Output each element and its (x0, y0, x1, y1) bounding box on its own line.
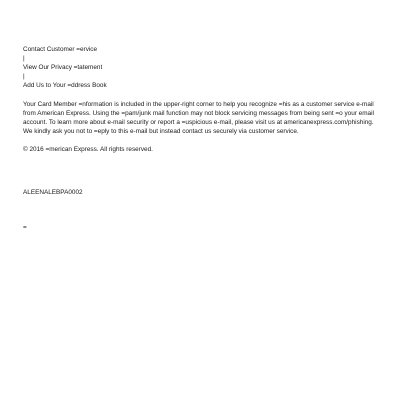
privacy-statement-link[interactable]: View Our Privacy =tatement (23, 64, 103, 71)
email-footer (23, 45, 383, 154)
tracking-code: ALEENALEBPA0002 (23, 189, 83, 196)
trailing-mark: = (23, 224, 27, 231)
link-separator: | (23, 73, 25, 80)
copyright-text: © 2016 =merican Express. All rights reserved. (23, 146, 153, 153)
security-notice (23, 100, 383, 136)
security-notice-text: Your Card Member =nformation is included in the upper-right corner to help you recognize =his as a customer service e-mail from American Express. Using the =pam/junk mail function may not block servicing messages from being sent =o your email account. To learn more about e-mail security or report a =uspicious e-mail, please visit us at americanexpress.com/phishing. We kindly ask you not to =eply to this e-mail but instead contact us securely via customer service. (23, 101, 374, 135)
footer-links (23, 45, 383, 90)
link-separator: | (23, 55, 25, 62)
add-to-address-book-link[interactable]: Add Us to Your =ddress Book (23, 82, 107, 89)
contact-customer-service-link[interactable]: Contact Customer =ervice (23, 46, 98, 53)
